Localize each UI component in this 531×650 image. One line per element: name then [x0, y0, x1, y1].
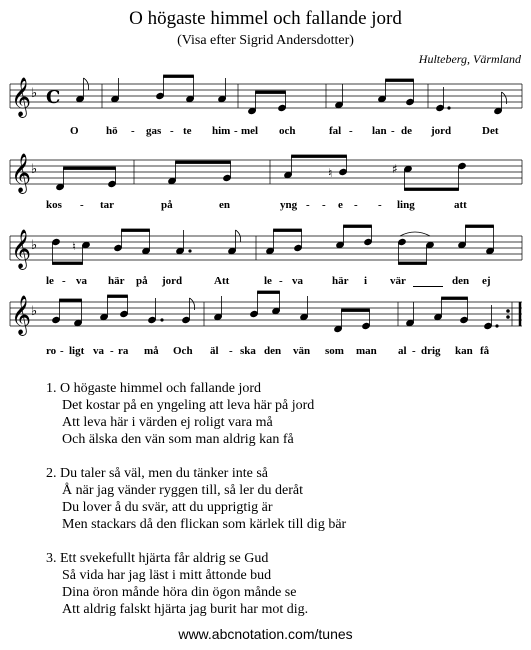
lyric-syllable: på [136, 275, 148, 287]
lyrics-row-1 [0, 125, 531, 139]
common-time-icon: C [46, 87, 61, 108]
verse-line: Å när jag vänder ryggen till, så ler du deråt [62, 483, 304, 498]
lyric-syllable: ej [482, 275, 491, 287]
lyric-syllable: - [170, 125, 174, 137]
lyric-syllable: vär [390, 275, 406, 287]
verse-line: Att aldrig falskt hjärta jag burit har mot dig. [62, 602, 309, 617]
lyric-syllable: här [332, 275, 349, 287]
lyric-syllable: - [229, 345, 233, 357]
verse-line: Att leva här i värden ej roligt vara må [62, 415, 273, 430]
treble-clef-icon: 𝄞 [11, 77, 32, 117]
lyrics-row-4 [0, 345, 531, 359]
lyric-syllable: - [412, 345, 416, 357]
lyric-syllable: e [338, 199, 343, 211]
lyric-syllable: i [364, 275, 368, 287]
treble-clef-icon: 𝄞 [11, 229, 32, 269]
lyric-syllable: ligt [69, 345, 85, 357]
lyric-syllable: som [325, 345, 344, 357]
verse-line: Det kostar på en yngeling att leva här på jord [62, 398, 315, 413]
flat-icon: ♭ [31, 162, 38, 177]
lyric-syllable: de [401, 125, 412, 137]
footer-link[interactable]: www.abcnotation.com/tunes [178, 626, 353, 642]
lyric-syllable: ling [397, 199, 415, 211]
lyric-syllable: äl [210, 345, 219, 357]
notes-system-4 [52, 291, 510, 333]
verse-number: 1. [46, 381, 57, 396]
notes-system-3 [52, 225, 495, 265]
lyric-syllable: en [219, 199, 230, 211]
verse-line: Och älska den vän som man aldrig kan få [62, 432, 294, 447]
lyric-syllable: - [306, 199, 310, 211]
verse-text: O högaste himmel och fallande jord [60, 381, 261, 396]
lyric-syllable: him [212, 125, 231, 137]
lyric-syllable: och [279, 125, 296, 137]
lyric-syllable: på [161, 199, 173, 211]
lyric-syllable: den [264, 345, 282, 357]
svg-text:♮: ♮ [328, 166, 333, 180]
notes-system-1 [76, 75, 507, 115]
verse-line: Så vida har jag läst i mitt åttonde bud [62, 568, 272, 583]
lyric-syllable: va [93, 345, 104, 357]
tune-title: O högaste himmel och fallande jord [129, 8, 402, 29]
lyric-syllable: yng [280, 199, 298, 211]
lyric-syllable: här [108, 275, 125, 287]
verse-number: 3. [46, 551, 57, 566]
lyric-syllable: drig [421, 345, 441, 357]
lyric-syllable: att [454, 199, 467, 211]
flat-icon: ♭ [31, 304, 38, 319]
lyric-syllable: Och [173, 345, 193, 357]
lyric-syllable: - [391, 125, 395, 137]
lyric-syllable: te [183, 125, 192, 137]
lyric-syllable: hö [106, 125, 118, 137]
lyric-syllable: va [76, 275, 87, 287]
lyric-syllable: - [234, 125, 238, 137]
treble-clef-icon: 𝄞 [11, 295, 32, 335]
lyric-syllable: O [70, 125, 79, 137]
tune-origin: Hulteberg, Värmland [418, 52, 521, 66]
verse-1 [46, 380, 346, 448]
lyric-syllable: - [60, 345, 64, 357]
verse-text: Ett svekefullt hjärta får aldrig se Gud [60, 551, 269, 566]
staff-system-1 [10, 84, 522, 108]
lyric-syllable: va [292, 275, 303, 287]
lyric-syllable: lan [372, 125, 387, 137]
lyric-syllable: - [131, 125, 135, 137]
verse-line: Men stackars då den flickan som kärlek till dig bär [62, 517, 347, 532]
lyric-syllable: man [356, 345, 377, 357]
lyrics-row-3 [0, 275, 531, 289]
lyric-syllable: jord [431, 125, 452, 137]
verse-line [46, 465, 346, 482]
lyric-syllable: - [378, 199, 382, 211]
lyric-syllable: mel [241, 125, 259, 137]
staff-system-4 [10, 302, 522, 326]
lyric-syllable: - [80, 199, 84, 211]
lyric-syllable: - [322, 199, 326, 211]
treble-clef-icon: 𝄞 [11, 153, 32, 193]
lyric-syllable: al [398, 345, 407, 357]
lyric-syllable: ro [46, 345, 57, 357]
svg-text:♯: ♯ [392, 162, 398, 176]
lyric-syllable: tar [100, 199, 115, 211]
verse-text: Du taler så väl, men du tänker inte så [60, 466, 268, 481]
lyric-syllable: ra [118, 345, 129, 357]
notes-system-2 [56, 155, 467, 191]
lyric-syllable: få [480, 345, 490, 357]
svg-text:♮: ♮ [72, 240, 76, 253]
lyric-syllable: vän [293, 345, 311, 357]
staff-system-2 [10, 160, 522, 184]
lyric-syllable: den [452, 275, 470, 287]
lyric-syllable: gas [146, 125, 162, 137]
lyric-syllable: le [46, 275, 54, 287]
lyric-syllable: Att [214, 275, 230, 287]
lyric-syllable: jord [162, 275, 183, 287]
verse-line: Dina öron månde höra din ögon månde se [62, 585, 297, 600]
lyric-syllable: kan [455, 345, 473, 357]
lyric-syllable: må [144, 345, 159, 357]
verse-line: Du lover å du svär, att du upprigtig är [62, 500, 273, 515]
lyric-syllable: - [279, 275, 283, 287]
tune-subtitle: (Visa efter Sigrid Andersdotter) [177, 33, 354, 48]
lyric-syllable: ska [240, 345, 256, 357]
lyric-syllable: - [349, 125, 353, 137]
flat-icon: ♭ [31, 86, 38, 101]
verse-3 [46, 550, 346, 618]
lyric-syllable: kos [46, 199, 62, 211]
verse-2 [46, 465, 346, 533]
verse-line [46, 550, 346, 567]
lyric-syllable: - [62, 275, 66, 287]
verse-line [46, 380, 346, 397]
lyric-syllable: - [354, 199, 358, 211]
melisma-line [413, 286, 443, 287]
verses [46, 380, 346, 635]
lyric-syllable: - [110, 345, 114, 357]
lyric-syllable: Det [482, 125, 499, 137]
lyric-syllable: fal [329, 125, 342, 137]
lyrics-row-2 [0, 199, 531, 213]
verse-number: 2. [46, 466, 57, 481]
lyric-syllable: le [264, 275, 272, 287]
flat-icon: ♭ [31, 238, 38, 253]
